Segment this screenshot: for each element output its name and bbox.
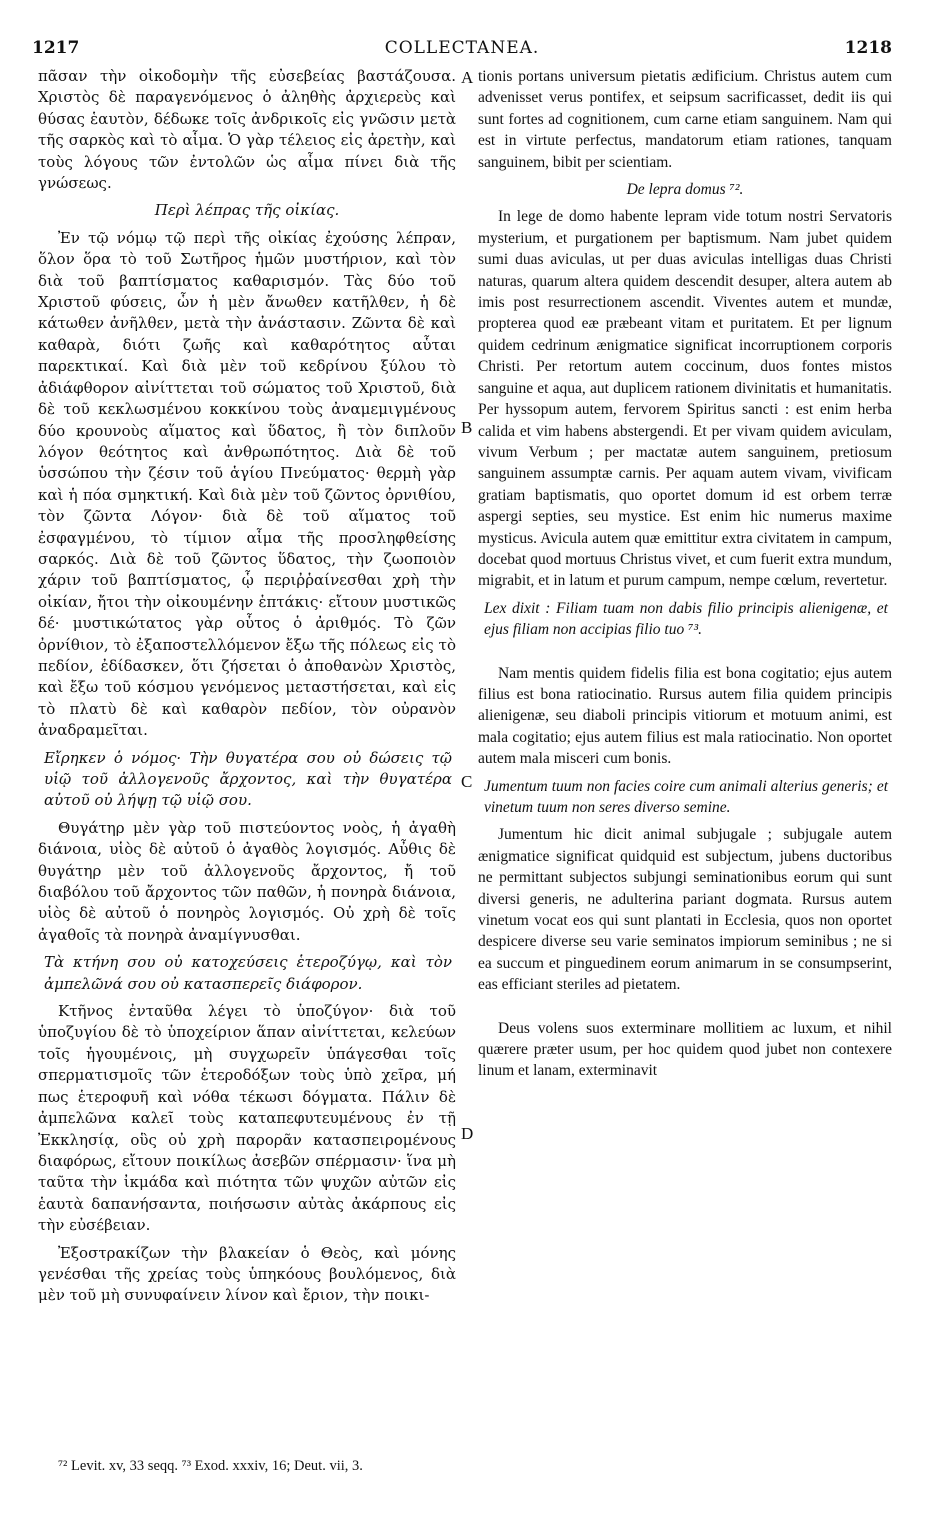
latin-heading-beasts: Jumentum tuum non facies coire cum animali alterius generis; et vinetum tuum non seres diverso semine. xyxy=(484,777,888,816)
margin-marker-a: A xyxy=(461,68,474,87)
latin-paragraph-2: In lege de domo habente lepram vide totum nostri Servatoris mysterium, et purgationem per baptismum. Nam jubet quidem sumi duas aviculas, ut per duas aviculas intelligas duas Christi naturas, quarum altera quidem descendit desuper, altera autem ab imis post resurrectionem ascendit. Viventes autem et mundæ, propterea quod eæ præbeant vitam et puritatem. Et per lignum quidem cedrinum ænigmatice significat incorruptionem corporis Christi. Per retortum autem coccinum, duos fontes mistos sanguine et aqua, aut duplicem rationem divinitatis et humanitatis. Per hyssopum autem, fervorem Spiritus sancti : est enim herba calida et vim habens abstergendi. Et per vivam quidem aviculam, vivum Verbum ; per mactatæ autem sanguinem, pretiosum sanguinem assumptæ carnis. Per aquam autem vivam, vivificam gratiam baptismatis, quo oportet domum id est orbem terræ aspergi septies, seu mystice. Est enim hic numerus maxime mysticus. Avicula autem quæ emittitur extra civitatem in campum, docebat quod mortuus Christus vivet, et cum fuerit extra mundum, migrabit, et in latum et purum campum, nempe cœlum, revertetur. xyxy=(478,208,892,590)
page-header xyxy=(32,38,892,64)
margin-marker-b: B xyxy=(461,418,473,437)
latin-heading-lepra: De lepra domus ⁷². xyxy=(626,181,744,199)
greek-paragraph-2: Ἐν τῷ νόμῳ τῷ περὶ τῆς οἰκίας ἐχούσης λέπραν, ὅλον ὅρα τὸ τοῦ Σωτῆρος ἡμῶν μυστήριον, καὶ τὸν διὰ τοῦ βαπτίσματος καθαρισμόν. Τὰς δύο τοῦ Χριστοῦ φύσεις, ὧν ἡ μὲν ἄνωθεν κατῆλθεν, ἡ δὲ κάτωθεν ἀνῆλθεν, μετὰ τὴν ἀνάστασιν. Ζῶντα δὲ καὶ καθαρὰ, διότι ζωῆς καὶ καθαρότητος αὗται παρεκτικαί. Καὶ διὰ μὲν τοῦ κεδρίνου ξύλου τὸ ἀδιάφθορον αἰνίττεται τοῦ σώματος τοῦ Χριστοῦ, διὰ δὲ τοῦ κεκλωσμένου κοκκίνου τοὺς ἀναμεμιγμένους δύο κρουνοὺς αἵματος καὶ ὕδατος, ἢ τὸν διπλοῦν λόγον θεότητος καὶ ἀνθρωπότητος. Διὰ δὲ τοῦ ὑσσώπου τὴν ζέσιν τοῦ ἁγίου Πνεύματος· θερμὴ γὰρ καὶ ἡ πόα σμηκτική. Καὶ διὰ μὲν τοῦ ζῶντος ὀρνιθίου, τὸν ζῶντα Λόγον· διὰ δὲ τοῦ αἵματος τοῦ ἐσφαγμένου, τὸ τίμιον αἷμα τῆς προσληφθείσης σαρκός. Διὰ δὲ τοῦ ζῶντος ὕδατος, τὴν ζωοποιὸν χάριν τοῦ βαπτίσματος, ᾧ περιῤῥαίνεσθαι χρὴ τὴν οἰκίαν, ἤτοι τὴν οἰκουμένην ἑπτάκις· εἴτουν μυστικῶς δέ· μυστικώτατος γὰρ οὗτος ὁ ἀριθμός. Τὸ ζῶν ὀρνίθιον, τὸ ἐξαποστελλόμενον ἔξω τῆς πόλεως εἰς τὸ πεδίον, ἐδίδασκεν, ὅτι ζήσεται ὁ ἀποθανὼν Χριστὸς, καὶ ἔξω τοῦ κόσμου γενόμενος μεταστήσεται, καὶ εἰς τὸ πλατὺ δὲ καὶ καθαρὸν πεδίον, τὸν οὐρανὸν ἀναδραμεῖται. xyxy=(38,228,456,740)
latin-heading-law: Lex dixit : Filiam tuam non dabis filio principis alienigenæ, et ejus filiam non accipias filio tuo ⁷³. xyxy=(484,599,888,639)
latin-paragraph-5: Deus volens suos exterminare mollitiem ac luxum, et nihil quærere præter usum, per hoc quidem quod jubet non contexere linum et lanam, exterminavit xyxy=(478,1019,892,1080)
greek-heading-beasts: Τὰ κτήνη σου οὐ κατοχεύσεις ἑτεροζύγῳ, καὶ τὸν ἀμπελῶνά σου οὐ κατασπερεῖς διάφορον. xyxy=(44,953,452,993)
greek-paragraph-4: Κτῆνος ἐνταῦθα λέγει τὸ ὑποζύγον· διὰ τοῦ ὑποζυγίου δὲ τὸ ὑποχείριον ἅπαν αἰνίττεται, κελεύων τοῖς ἡγουμένοις, μὴ συγχωρεῖν ὑπάγεσθαι τοῖς σπερματισμοῖς τῶν ἑτεροδόξων τοὺς ὑπὸ χεῖρα, μή πως ἑτεροφυῆ καὶ νόθα τέκωσι δόγματα. Πάλιν δὲ ἀμπελῶνα καλεῖ τοὺς καταπεφυτευμένους ἐν τῇ Ἐκκλησίᾳ, οὓς οὐ χρὴ παρορᾶν κατασπειρομένους διαφόρως, εἴτουν ποικίλως ἀσεβῶν σπέρμασιν· ἵνα μὴ ταῦτα τὴν ἰκμάδα καὶ πιότητα τῶν ψυχῶν αὐτῶν εἰς ἑαυτὰ δαπανήσαντα, ποιήσωσιν αὐτὰς ἀκάρπους εἰς τὴν εὐσέβειαν. xyxy=(38,1002,456,1235)
greek-paragraph-3: Θυγάτηρ μὲν γὰρ τοῦ πιστεύοντος νοὸς, ἡ ἀγαθὴ διάνοια, υἱὸς δὲ αὐτοῦ ὁ ἀγαθὸς λογισμός. Αὖθις δὲ θυγάτηρ μὲν τοῦ ἀλλογενοῦς ἄρχοντος, ἤ τοῦ διαβόλου τοῦ ἄρχοντος τῶν παθῶν, ἡ πονηρὰ διάνοια, υἱὸς δὲ αὐτοῦ ὁ πονηρὸς λογισμός. Οὐ χρὴ δὲ τοῖς ἀγαθοῖς τὰ πονηρὰ ἀναμίγνυσθαι. xyxy=(38,818,456,944)
latin-paragraph-3: Nam mentis quidem fidelis filia est bona cogitatio; ejus autem filius est bona ratiocinatio. Rursus autem filia quidem principis alienigenæ, seu diaboli principis vitiorum et motuum animi, est mala cogitatio; ejus autem filius est mala ratiocinatio. Non oportet autem mala misceri cum bonis. xyxy=(478,664,892,768)
greek-heading-law: Εἴρηκεν ὁ νόμος· Τὴν θυγατέρα σου οὐ δώσεις τῷ υἱῷ τοῦ ἀλλογενοῦς ἄρχοντος, καὶ τὴν θυγατέρα αὐτοῦ οὐ λήψῃ τῷ υἱῷ σου. xyxy=(44,748,452,810)
footnotes: ⁷² Levit. xv, 33 seqq. ⁷³ Exod. xxxiv, 16; Deut. vii, 3. xyxy=(58,1458,363,1474)
greek-column xyxy=(38,66,456,1307)
greek-heading-lepra: Περὶ λέπρας τῆς οἰκίας. xyxy=(154,201,340,220)
latin-column xyxy=(478,66,892,1082)
greek-paragraph-1: πᾶσαν τὴν οἰκοδομὴν τῆς εὐσεβείας βαστάζουσα. Χριστὸς δὲ παραγενόμενος ὁ ἀληθὴς ἀρχιερεὺς καὶ θύσας ἑαυτὸν, δέδωκε τοῖς ἀνδρικοῖς εἰς γνῶσιν μετὰ τῆς σαρκὸς καὶ τὸ αἷμα. Ὁ γὰρ τέλειος εἰς ἀρετὴν, καὶ τοὺς λόγους τῶν ἐντολῶν ὡς αἷμα πίνει διὰ τῆς γνώσεως. xyxy=(38,67,456,193)
greek-paragraph-5: Ἐξοστρακίζων τὴν βλακείαν ὁ Θεὸς, καὶ μόνης γενέσθαι τῆς χρείας τοὺς ὑπηκόους βουλόμενος, διὰ μὲν τοῦ μὴ συνυφαίνειν λίνον καὶ ἔριον, τὴν ποικι- xyxy=(38,1243,456,1305)
margin-marker-d: D xyxy=(461,1124,474,1143)
running-title: COLLECTANEA. xyxy=(384,38,540,58)
right-page-number: 1218 xyxy=(844,38,892,58)
latin-paragraph-1: tionis portans universum pietatis ædificium. Christus autem cum advenisset verus pontifex, et seipsum sacrificasset, dedit iis qui sunt fortes ad cognitionem, cum carne etiam sanguinem. Nam qui est in virtute perfectus, mandatorum etiam rationes, tanquam sanguinem, bibit per scientiam. xyxy=(478,68,892,171)
latin-paragraph-4: Jumentum hic dicit animal subjugale ; subjugale autem ænigmatice significat quidquid est subjectum, jubens ductoribus ne permittant subjectos subjungi seminationibus eorum qui sunt diversi generis, ne adulterina pariant dogmata. Rursus autem vinetum vocat eos qui sunt plantati in Ecclesia, quos non oportet despicere diverse seu varie seminatos impiorum seminibus ; ne si ea succum et pinguedinem eorum animarum in se consumpserint, eas efficiant steriles ad pietatem. xyxy=(478,826,892,994)
margin-marker-c: C xyxy=(461,772,473,791)
left-page-number: 1217 xyxy=(32,38,80,58)
